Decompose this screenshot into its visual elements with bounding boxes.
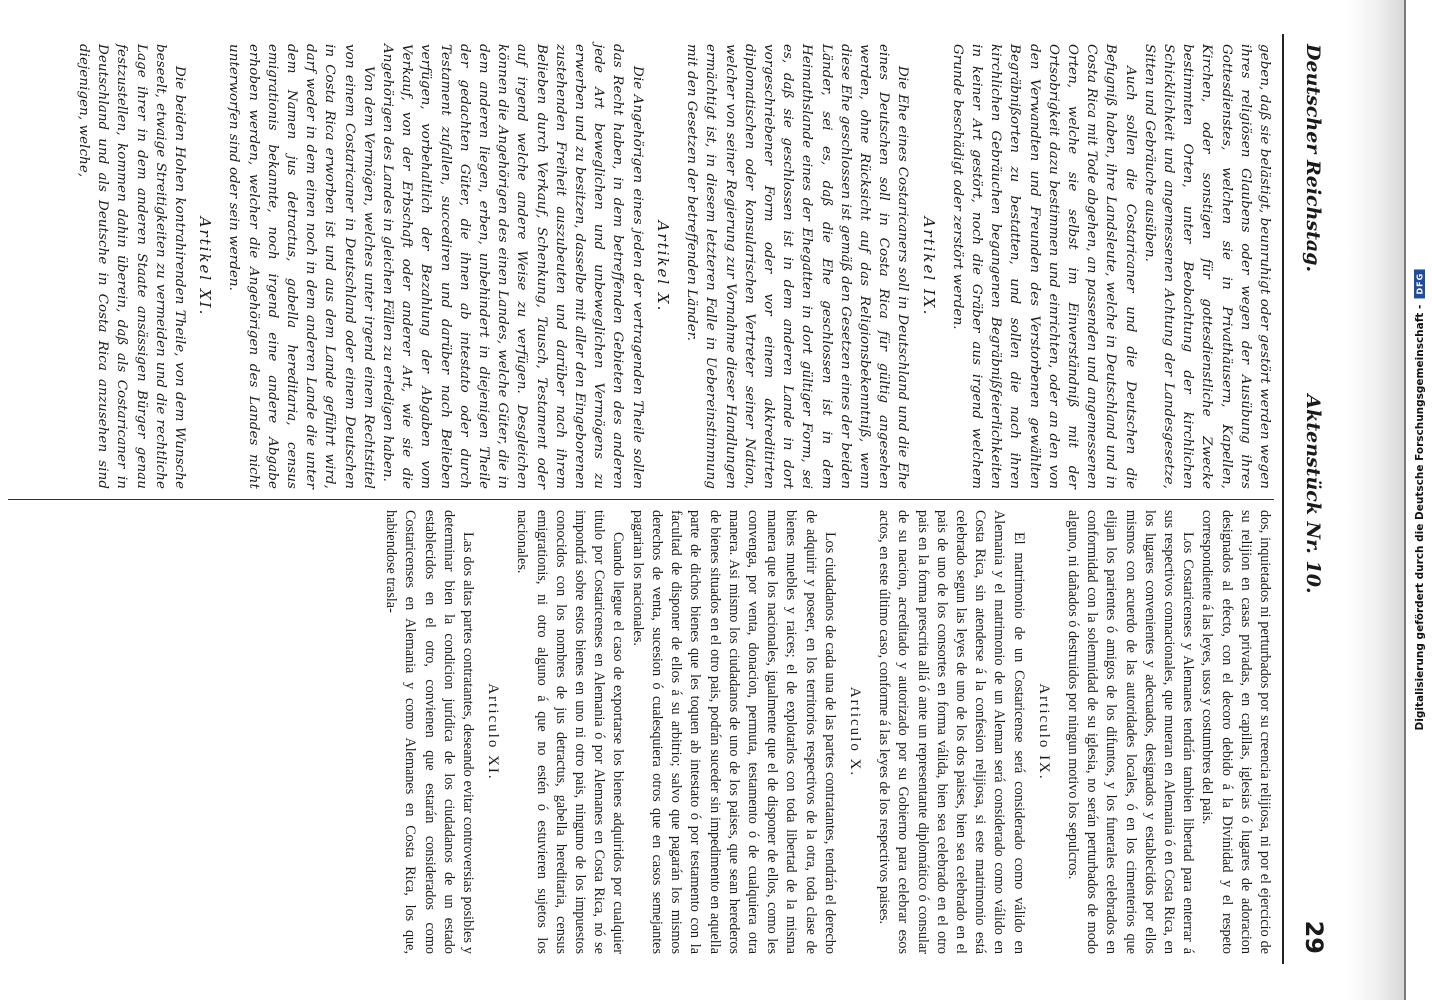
article-heading: Articulo X.: [846, 686, 863, 778]
spanish-paragraph: dos, inquietados ni perturbados por su creencia relijiosa, ni por el ejercicio de su relijion en casas privadas, en capillas, iglesias ó lugares de adoracion designados al efecto, con el decoro debido á la Divinidad y el respeto correspondiente á las leyes, usos y costumbres del pais.: [1199, 510, 1273, 954]
spanish-paragraph: Las dos altas partes contratantes, deseando evitar controversias posibles y determinar bien la condicion jurídica de los ciudadanos de un estado establecidos en el otro, convienen que estarán considerados como Costaricenses en Alemania y como Alemanes en Costa Rica, los que, habiendose trasla-: [383, 510, 477, 954]
spanish-paragraph: Los Costaricenses y Alemanes tendrán tambien libertad para enterrar á sus respectivos connacionales, que mueran en Alemania ó en Costa Rica, en los lugares convenientes y adecuados, designados y establecidos por ellos mismos con acuerdo de las autoridades locales, ó en los cimenterios que elijan los parientes ó amigos de los difuntos, y los funerales celebrados en conformidad con la solemnidad de su iglesia, no serán perturbados de modo alguno, ni dañados ó destruidos por ningun motivo los sepulcros.: [1064, 510, 1197, 954]
german-paragraph: Von dem Vermögen, welches unter irgend einem Rechtstitel von einem Costaricaner in Deutschland oder einem Deutschen in Costa Rica erworben ist und aus dem Lande geführt wird, darf weder in dem einen noch in dem anderen Lande die unter dem Namen jus detractus, gabella hereditaria, census emigrationis bekannte, noch irgend eine andere Abgabe erhoben werden, welcher die Angehörigen des Landes nicht unterworfen sind oder sein werden.: [226, 44, 376, 489]
document-number: Aktenstück Nr. 10.: [1302, 394, 1324, 594]
spanish-paragraph: Cuando llegue el caso de exportarse los bienes adquiridos por cualquier titulo por Costaricenses en Alemania ó por Alemanes en Costa Rica, nó se impondrá sobre estos bienes en uno ni otro pais, ninguno de los impuestos conocidos con los nombres de jus detractus, gabella hereditaria, census emigrationis, ni otro alguno á que no estén ó estuvieren sujetos los nacionales.: [514, 510, 627, 954]
document-page: [8, 34, 1330, 964]
dfg-logo: DFG: [1415, 269, 1426, 299]
spanish-column: [8, 499, 1274, 964]
german-column: [8, 34, 1274, 499]
article-heading: Artikel XI.: [196, 216, 215, 317]
article-heading: Artikel IX.: [919, 216, 938, 317]
page-header: [1286, 34, 1330, 964]
german-paragraph: Auch sollen die Costaricaner und die Deutschen die Befugniß haben, ihre Landsleute, welche in Deutschland und in Costa Rica mit Tode abgehen, an passenden und angemessenen Orten, welche sie selbst im Einverständniß mit der Ortsobrigkeit dazu bestimmen und einrichten, oder an den von den Verwandten und Freunden des Verstorbenen gewählten Begräbnißorten zu bestatten, und sollen die nach ihren kirchlichen Gebräuchen begangenen Begräbnißfeierlichkeiten in keiner Art gestört, noch die Gräber aus irgend welchem Grunde beschädigt oder zerstört werden.: [949, 44, 1138, 489]
scan-shadow: [1348, 0, 1406, 1000]
page-number: 29: [1300, 920, 1328, 954]
scan-edge: [1404, 0, 1406, 1000]
article-heading: Articulo IX.: [1035, 683, 1052, 781]
spanish-paragraph: Los ciudadanos de cada una de las partes contratantes, tendrán el derecho de adquirir y poseer, en los territorios respectivos de la otra, toda clase de bienes muebles y raices; el de explotarlos con toda libertad de la misma manera que los nacionales, igualmente que el de disponer de ellos, como les convenga, por venta, donacion, permuta, testamento ó de cualquiera otra manera. Asi mismo los ciudadanos de uno de los paises, que sean herederos de bienes situados en el otro pais, podrán suceder sin impedimento en aquella parte de dichos bienes que les toquen ab intestato ó por testamento con la facultad de disponer de ellos á su arbitrio; salvo que pagarán los mismos derechos de venta, sucesion ó cualesquiera otros que en casos semejantes pagarian los nacionales.: [629, 510, 838, 954]
spanish-paragraph: El matrimonio de un Costaricense será considerado como válido en Alemania y el matrimonio de un Aleman será considerado como válido en Costa Rica, sin atenderse á la confesion relijiosa, si este matrimonio está celebrado segun las leyes de uno de los dos paises, bien sea celebrado en el pais de uno de los consortes en forma válida, bien sea celebrado en el otro pais en la forma prescrita allá ó ante un representante diplomático ó consular de su nacion, acreditado y autorizado por su Gobierno para celebrar esos actos, en este último caso, conforme á las leyes de los respectivos paises.: [876, 510, 1027, 954]
german-paragraph: geben, daß sie belästigt, beunruhigt oder gestört werden wegen ihres religiösen Glaubens oder wegen der Ausübung ihres Gottesdienstes, welchen sie in Privathäusern, Kapellen, Kirchen, oder sonstigen für gottesdienstliche Zwecke bestimmten Orten, unter Beobachtung der kirchlichen Schicklichkeit und angemessenen Achtung der Landesgesetze, Sitten und Gebräuche ausüben.: [1141, 44, 1272, 489]
text-columns: [8, 34, 1274, 964]
header-rule: [1282, 34, 1284, 964]
article-heading: Artikel X.: [653, 220, 672, 313]
german-paragraph: Die Ehe eines Costaricaners soll in Deutschland und die Ehe eines Deutschen soll in Costa Rica für gültig angesehen werden, ohne Rücksicht auf das Religionsbekenntniß, wenn diese Ehe geschlossen ist gemäß den Gesetzen eines der beiden Länder, sei es, daß die Ehe geschlossen ist in dem Heimathslande eines der Ehegatten in dort gültiger Form, sei es, daß sie geschlossen ist in dem anderen Lande in dort vorgeschriebener Form oder vor einem akkreditirten diplomatischen oder konsularischen Vertreter seiner Nation, welcher von seiner Regierung zur Vornahme dieser Handlungen ermächtigt ist, in diesem letzteren Falle in Uebereinstimmung mit den Gesetzen der betreffenden Länder.: [684, 44, 911, 489]
german-paragraph: Die beiden Hohen kontrahirenden Theile, von dem Wunsche beseelt, etwaige Streitigkeiten zu vermeiden und die rechtliche Lage ihrer in dem anderen Staate ansässigen Bürger genau festzustellen, kommen dahin überein, daß als Costaricaner in Deutschland und als Deutsche in Costa Rica anzusehen sind diejenigen, welche,: [76, 44, 188, 489]
german-paragraph: Die Angehörigen eines jeden der vertragenden Theile sollen das Recht haben, in dem betreffenden Gebieten des anderen jede Art beweglichen und unbeweglichen Vermögens zu erwerben und zu besitzen, dasselbe mit aller den Eingeborenen zustehenden Freiheit auszubeuten und darüber nach ihrem Belieben durch Verkauf, Schenkung, Tausch, Testament oder auf irgend welche andere Weise zu verfügen. Desgleichen können die Angehörigen des einen Landes, welche Güter, die in dem anderen liegen, erben, unbehindert in diejenigen Theile der gedachten Güter, die ihnen ab intestato oder durch Testament zufallen, succediren und darüber nach Belieben verfügen, vorbehaltlich der Bezahlung der Abgaben vom Verkauf, von der Erbschaft oder anderer Art, wie sie die Angehörigen des Landes in gleichen Fällen zu erledigen haben.: [380, 44, 645, 489]
credit-text: Digitalisierung gefördert durch die Deutsche Forschungsgemeinschaft -: [1414, 304, 1426, 731]
article-heading: Articulo XI.: [485, 683, 502, 781]
digitization-credit: [1413, 8, 1427, 992]
running-title: Deutscher Reichstag.: [1302, 44, 1324, 273]
